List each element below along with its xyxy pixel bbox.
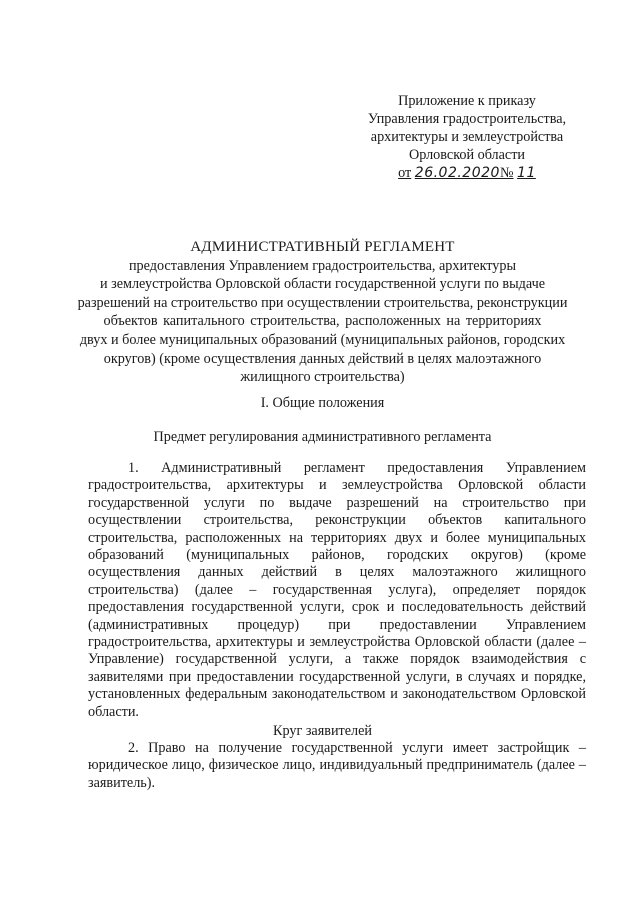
regulation-title [60,238,585,387]
appendix-line: Приложение к приказу [398,93,536,109]
appendix-line: Управления градостроительства, [367,111,567,127]
paragraph-2 [88,740,586,792]
appendix-header [352,92,582,182]
title-line: двух и более муниципальных образований (муниципальных районов, городских [79,331,566,348]
document-title: АДМИНИСТРАТИВНЫЙ РЕГЛАМЕНТ [190,239,455,255]
order-date: 26.02.2020 [414,165,500,181]
subsection-heading: Предмет регулирования административного регламента [153,429,492,445]
paragraph-1 [88,460,586,721]
title-line: жилищного строительства) [240,369,405,386]
appendix-line: Орловской области [408,147,526,163]
applicants-heading: Круг заявителей [272,723,372,739]
title-line: и землеустройства Орловской области государственной услуги по выдаче [99,276,546,293]
number-prefix: № [499,165,514,181]
paragraph-text: 1. Административный регламент предоставления Управлением градостроительства, архитектуры и землеустройства Орловской области государственной услуги по выдаче разрешений на строительство при осуществлении строительства, реконструкции объектов капитального строительства, расположенных на территориях двух и более муниципальных образований (муниципальных районов, городских округов) (кроме осуществления данных действий в целях малоэтажного жилищного строительства) (далее – государственная услуга), определяет порядок предоставления государственной услуги, срок и последовательность действий (административных процедур) при предоставлении Управлением градостроительства, архитектуры и землеустройства Орловской области (далее – Управление) государственной услуги, а также порядок взаимодействия с заявителями при предоставлении государственной услуги, в случаях и порядке, установленных федеральным законодательством и законодательством Орловской области. [88,460,586,720]
order-date-line [352,164,582,182]
title-line: предоставления Управлением градостроительства, архитектуры [128,257,517,274]
title-line: объектов капитального строительства, расположенных на территориях [103,313,542,330]
title-line: округов) (кроме осуществления данных действий в целях малоэтажного [103,350,542,367]
appendix-line: архитектуры и землеустройства [370,129,564,145]
section-heading: I. Общие положения [260,395,385,411]
order-number: 11 [517,165,536,181]
title-line: разрешений на строительство при осуществлении строительства, реконструкции [77,294,568,311]
paragraph-text: 2. Право на получение государственной услуги имеет застройщик – юридическое лицо, физическое лицо, индивидуальный предприниматель (далее – заявитель). [88,740,586,791]
date-prefix: от [398,165,412,181]
